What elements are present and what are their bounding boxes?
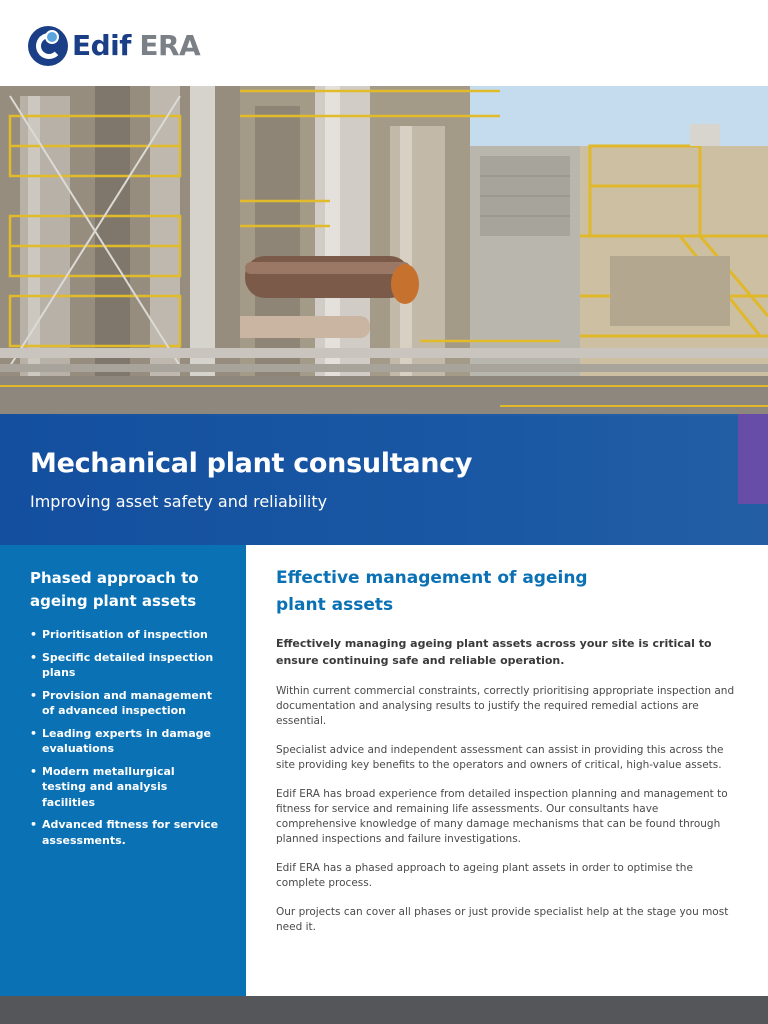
- list-item: • Provision and management of advanced inspection: [30, 688, 220, 719]
- list-item: • Prioritisation of inspection: [30, 627, 220, 643]
- banner-accent-bar: [738, 414, 768, 504]
- body-paragraph: Specialist advice and independent assessment can assist in providing this across the site providing key benefits to the operators and owners of critical, high-value assets.: [276, 744, 724, 771]
- list-item: • Leading experts in damage evaluations: [30, 726, 220, 757]
- company-logo: [28, 26, 200, 66]
- page-subtitle: Improving asset safety and reliability: [30, 492, 328, 511]
- logo-name-secondary: ERA: [139, 29, 201, 62]
- page-title: Mechanical plant consultancy: [30, 448, 473, 479]
- sidebar-heading: Phased approach to ageing plant assets: [30, 569, 199, 610]
- section-heading: Effective management of ageing plant assets: [276, 568, 588, 615]
- main-content: [246, 545, 768, 996]
- sidebar-panel: [0, 545, 246, 996]
- body-paragraph: Within current commercial constraints, correctly prioritising appropriate inspection and documentation and analysing results to justify the required remedial actions are essential.: [276, 685, 735, 727]
- body-paragraph: Edif ERA has a phased approach to ageing plant assets in order to optimise the complete process.: [276, 862, 693, 889]
- globe-logo-icon: [28, 26, 68, 66]
- lead-paragraph: Effectively managing ageing plant assets across your site is critical to ensure continuing safe and reliable operation.: [276, 637, 712, 667]
- body-paragraph: Edif ERA has broad experience from detailed inspection planning and management to fitness for service and remaining life assessments. Our consultants have comprehensive knowledge of many damage mechanisms that can be found through planned inspections and failure investigations.: [276, 788, 728, 845]
- sidebar-list: [30, 627, 220, 848]
- page-header: [0, 0, 768, 86]
- hero-image-industrial-plant: [0, 86, 768, 545]
- logo-name-primary: Edif: [72, 29, 131, 62]
- list-item: • Specific detailed inspection plans: [30, 650, 220, 681]
- title-banner: [0, 414, 768, 545]
- footer-bar: [0, 996, 768, 1024]
- logo-wordmark: [72, 26, 200, 66]
- list-item: • Advanced fitness for service assessments.: [30, 817, 220, 848]
- list-item: • Modern metallurgical testing and analysis facilities: [30, 764, 220, 811]
- body-paragraph: Our projects can cover all phases or just provide specialist help at the stage you most need it.: [276, 906, 729, 933]
